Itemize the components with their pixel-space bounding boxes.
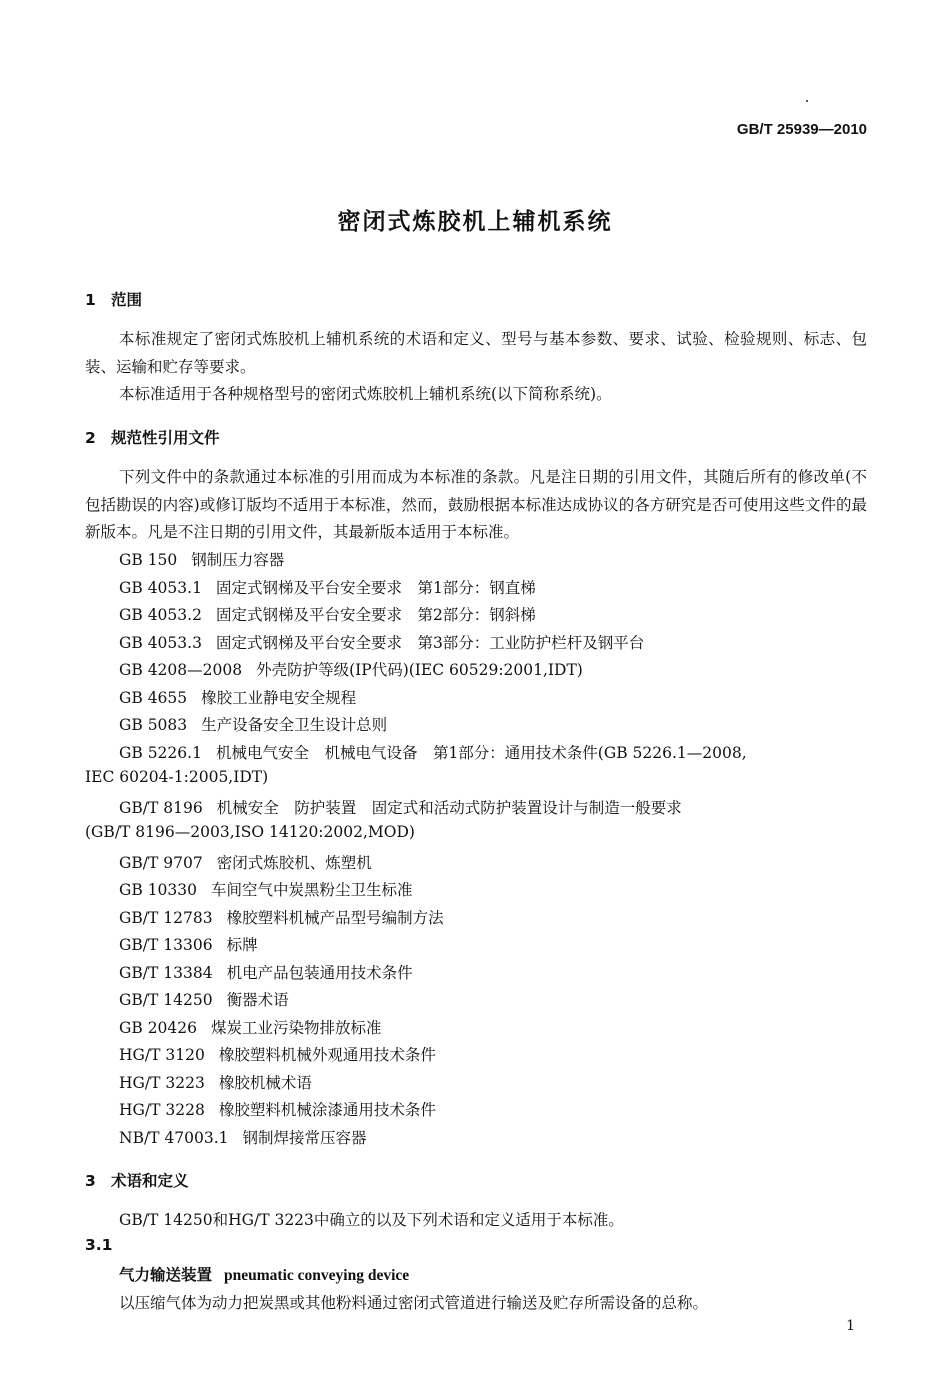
reference-title: 橡胶塑料机械涂漆通用技术条件 — [218, 1101, 436, 1119]
reference-title: 机械安全 防护装置 固定式和活动式防护装置设计与制造一般要求 — [216, 799, 682, 817]
page-number: 1 — [846, 1318, 855, 1334]
reference-title: 固定式钢梯及平台安全要求 第1部分：钢直梯 — [215, 579, 536, 597]
reference-title: 生产设备安全卫生设计总则 — [201, 716, 388, 734]
reference-item — [119, 851, 372, 873]
reference-item — [119, 576, 536, 598]
reference-item — [119, 988, 289, 1010]
section-number: 3 — [85, 1172, 96, 1190]
standard-code: GB/T 25939—2010 — [736, 121, 867, 138]
scope-paragraph-1: 本标准规定了密闭式炼胶机上辅机系统的术语和定义、型号与基本参数、要求、试验、检验规则、标志、包装、运输和贮存等要求。 — [85, 330, 867, 376]
section-title: 范围 — [111, 291, 143, 309]
reference-item — [119, 741, 747, 763]
reference-title: 机械电气安全 机械电气设备 第1部分：通用技术条件(GB 5226.1—2008, — [215, 744, 747, 762]
reference-item — [119, 878, 413, 900]
term-english: pneumatic conveying device — [224, 1267, 410, 1284]
reference-item — [119, 658, 583, 680]
reference-title: 橡胶机械术语 — [218, 1074, 312, 1092]
reference-item — [119, 961, 413, 983]
reference-code: HG/T 3120 — [119, 1046, 205, 1064]
terms-intro: GB/T 14250和HG/T 3223中确立的以及下列术语和定义适用于本标准。 — [119, 1211, 624, 1229]
section-title: 术语和定义 — [111, 1172, 189, 1190]
reference-code: GB 4208—2008 — [119, 661, 243, 679]
reference-item — [119, 906, 444, 928]
reference-code: GB 4655 — [119, 689, 188, 707]
reference-code: GB/T 13384 — [119, 964, 213, 982]
term-definition: 以压缩气体为动力把炭黑或其他粉料通过密闭式管道进行输送及贮存所需设备的总称。 — [119, 1294, 709, 1312]
reference-code: GB 5226.1 — [119, 744, 202, 762]
references-intro: 下列文件中的条款通过本标准的引用而成为本标准的条款。凡是注日期的引用文件，其随后所有的修改单(不包括勘误的内容)或修订版均不适用于本标准，然而，鼓励根据本标准达成协议的各方研究是否可使用这些文件的最新版本。凡是不注日期的引用文件，其最新版本适用于本标准。 — [85, 468, 867, 541]
reference-code: GB/T 12783 — [119, 909, 213, 927]
subsection-number: 3.1 — [85, 1236, 113, 1254]
reference-title: 橡胶塑料机械外观通用技术条件 — [218, 1046, 436, 1064]
reference-item — [119, 1126, 367, 1148]
reference-code: GB 4053.2 — [119, 606, 202, 624]
term-chinese: 气力输送装置 — [119, 1266, 213, 1284]
reference-continuation: (GB/T 8196—2003,ISO 14120:2002,MOD) — [85, 823, 415, 841]
reference-code: GB 5083 — [119, 716, 188, 734]
reference-code: GB/T 9707 — [119, 854, 203, 872]
section-2-heading — [85, 426, 220, 448]
reference-title: 橡胶工业静电安全规程 — [201, 689, 357, 707]
reference-code: GB 20426 — [119, 1019, 198, 1037]
reference-item — [119, 1043, 436, 1065]
section-number: 1 — [85, 291, 96, 309]
reference-title: 密闭式炼胶机、炼塑机 — [216, 854, 372, 872]
reference-title: 煤炭工业污染物排放标准 — [211, 1019, 382, 1037]
reference-item — [119, 603, 536, 625]
reference-title: 橡胶塑料机械产品型号编制方法 — [226, 909, 444, 927]
section-number: 2 — [85, 429, 96, 447]
reference-item — [119, 1071, 312, 1093]
section-title: 规范性引用文件 — [111, 429, 220, 447]
reference-title: 机电产品包装通用技术条件 — [226, 964, 413, 982]
section-3-heading — [85, 1169, 189, 1191]
document-title: 密闭式炼胶机上辅机系统 — [337, 209, 613, 235]
reference-code: GB/T 8196 — [119, 799, 203, 817]
reference-title: 外壳防护等级(IP代码)(IEC 60529:2001,IDT) — [256, 661, 583, 679]
scan-speck — [806, 100, 808, 102]
reference-code: NB/T 47003.1 — [119, 1129, 229, 1147]
reference-code: GB/T 14250 — [119, 991, 213, 1009]
reference-title: 衡器术语 — [226, 991, 289, 1009]
scope-paragraph-2: 本标准适用于各种规格型号的密闭式炼胶机上辅机系统(以下简称系统)。 — [119, 385, 612, 403]
reference-title: 固定式钢梯及平台安全要求 第2部分：钢斜梯 — [215, 606, 536, 624]
reference-item — [119, 631, 644, 653]
reference-item — [119, 548, 284, 570]
reference-code: GB 10330 — [119, 881, 198, 899]
reference-code: GB 150 — [119, 551, 178, 569]
reference-item — [119, 713, 387, 735]
reference-item — [119, 1098, 436, 1120]
reference-item — [119, 796, 682, 818]
reference-code: GB 4053.3 — [119, 634, 202, 652]
reference-title: 钢制压力容器 — [191, 551, 285, 569]
reference-continuation: IEC 60204-1:2005,IDT) — [85, 768, 269, 786]
section-1-heading — [85, 288, 142, 310]
reference-code: HG/T 3223 — [119, 1074, 205, 1092]
reference-item — [119, 1016, 382, 1038]
reference-code: HG/T 3228 — [119, 1101, 205, 1119]
reference-title: 车间空气中炭黑粉尘卫生标准 — [211, 881, 413, 899]
reference-title: 钢制焊接常压容器 — [242, 1129, 367, 1147]
reference-title: 标牌 — [226, 936, 258, 954]
term-entry — [119, 1263, 409, 1285]
reference-code: GB/T 13306 — [119, 936, 213, 954]
reference-item — [119, 933, 258, 955]
reference-code: GB 4053.1 — [119, 579, 202, 597]
reference-title: 固定式钢梯及平台安全要求 第3部分：工业防护栏杆及钢平台 — [215, 634, 645, 652]
reference-item — [119, 686, 356, 708]
